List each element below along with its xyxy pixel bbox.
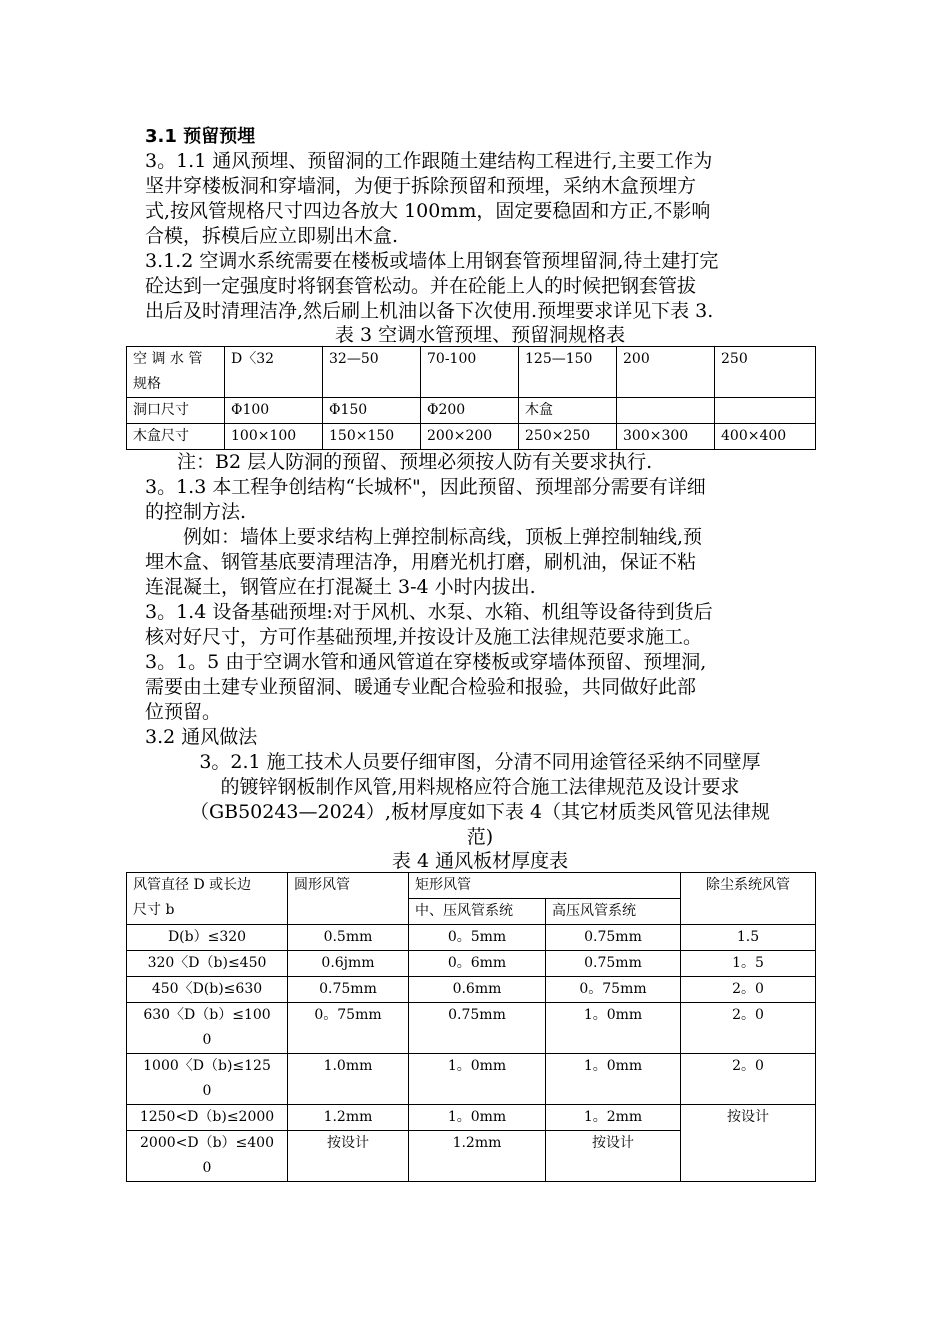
- header-cell-high: 高压风管系统: [546, 899, 681, 925]
- table-cell: 洞口尺寸: [127, 398, 225, 424]
- cell-round: 0.5mm: [288, 925, 409, 951]
- cell-mid: 0。6mm: [409, 951, 546, 977]
- text-line: 范): [466, 826, 494, 848]
- cell-dust: 按设计: [681, 1105, 816, 1182]
- paragraph-3-1-2: [145, 249, 815, 324]
- cell-dust: 2。0: [681, 1054, 816, 1105]
- cell-mid: 1。0mm: [409, 1054, 546, 1105]
- paragraph-example: [145, 525, 815, 600]
- text-line: 坚井穿楼板洞和穿墙洞，为便于拆除预留和预埋，采纳木盒预埋方: [145, 175, 697, 197]
- cell-round: 1.0mm: [288, 1054, 409, 1105]
- cell-round: 0.75mm: [288, 977, 409, 1003]
- cell-dimension: [127, 1003, 288, 1054]
- text-line: 3。1.1 通风预埋、预留洞的工作跟随土建结构工程进行,主要工作为: [145, 150, 713, 172]
- cell-line: 450〈D(b)≤630: [151, 981, 263, 997]
- cell-high: 0.75mm: [546, 951, 681, 977]
- text-line: 连混凝土，钢管应在打混凝土 3-4 小时内拔出.: [145, 576, 536, 598]
- paragraph-3-1-5: [145, 650, 815, 725]
- text-line: 式,按风管规格尺寸四边各放大 100mm，固定要稳固和方正,不影响: [145, 200, 711, 222]
- cell-line: 空 调 水 管: [133, 351, 203, 367]
- header-cell-rect: 矩形风管: [409, 873, 681, 899]
- cell-round: 1.2mm: [288, 1105, 409, 1131]
- cell-dimension: [127, 1105, 288, 1131]
- cell-line: D(b）≤320: [167, 929, 247, 945]
- document-page: [133, 124, 815, 1182]
- text-line: 砼达到一定强度时将钢套管松动。并在砼能上人的时候把钢套管拔: [145, 275, 697, 297]
- cell-mid: 0.6mm: [409, 977, 546, 1003]
- cell-high: 1。0mm: [546, 1054, 681, 1105]
- cell-dust: 1。5: [681, 951, 816, 977]
- cell-line: 630〈D（b）≤100: [143, 1007, 271, 1023]
- cell-mid: 0.75mm: [409, 1003, 546, 1054]
- text-line: 合模，拆模后应立即剔出木盒.: [145, 225, 399, 247]
- table-cell: 400×400: [715, 424, 816, 450]
- table-cell: 70-100: [421, 347, 519, 398]
- table-cell: 125—150: [519, 347, 617, 398]
- cell-dust: 2。0: [681, 1003, 816, 1054]
- table-4-caption: 表 4 通风板材厚度表: [391, 850, 569, 872]
- table-row: [127, 925, 816, 951]
- header-cell-dimension: [127, 873, 288, 925]
- cell-high: 0.75mm: [546, 925, 681, 951]
- table-row: [127, 347, 816, 398]
- cell-dimension: [127, 1131, 288, 1182]
- table-cell: 木盒尺寸: [127, 424, 225, 450]
- table-cell: 100×100: [225, 424, 323, 450]
- table-row: [127, 1105, 816, 1131]
- text-line: 核对好尺寸，方可作基础预埋,并按设计及施工法律规范要求施工。: [145, 626, 703, 648]
- text-line: 位预留。: [145, 701, 222, 723]
- cell-line: 0: [202, 1032, 212, 1048]
- cell-dust: 2。0: [681, 977, 816, 1003]
- paragraph-3-1-4: [145, 600, 815, 650]
- table-cell: 250: [715, 347, 816, 398]
- cell-round: 0。75mm: [288, 1003, 409, 1054]
- cell-dimension: [127, 1054, 288, 1105]
- paragraph-3-2-1: [145, 750, 815, 850]
- cell-high: 1。2mm: [546, 1105, 681, 1131]
- cell-line: 320〈D（b)≤450: [147, 955, 267, 971]
- table-cell: [127, 347, 225, 398]
- table-cell: [617, 398, 715, 424]
- table-cell: 32—50: [323, 347, 421, 398]
- header-cell-dust: 除尘系统风管: [681, 873, 816, 925]
- cell-high: 0。75mm: [546, 977, 681, 1003]
- table-4-body: [127, 925, 816, 1182]
- paragraph-3-1-3: [145, 475, 815, 525]
- table-cell: [715, 398, 816, 424]
- cell-high: 1。0mm: [546, 1003, 681, 1054]
- table-cell: 150×150: [323, 424, 421, 450]
- table-cell: Φ100: [225, 398, 323, 424]
- cell-high: 按设计: [546, 1131, 681, 1182]
- section-heading-3-2: 3.2 通风做法: [145, 726, 258, 748]
- table-cell: Φ150: [323, 398, 421, 424]
- text-line: 3.1.2 空调水系统需要在楼板或墙体上用钢套管预埋留洞,待土建打完: [145, 250, 719, 272]
- table-3: [126, 346, 816, 450]
- section-heading-3-1: 3.1 预留预埋: [145, 126, 256, 147]
- table-cell: 250×250: [519, 424, 617, 450]
- cell-line: 0: [202, 1160, 212, 1176]
- text-line: （GB50243—2024）,板材厚度如下表 4（其它材质类风管见法律规: [189, 801, 771, 823]
- cell-line: 规格: [133, 376, 161, 392]
- table-cell: 200×200: [421, 424, 519, 450]
- table-3-caption: 表 3 空调水管预埋、预留洞规格表: [334, 324, 626, 346]
- text-line: 3。1。5 由于空调水管和通风管道在穿楼板或穿墙体预留、预埋洞,: [145, 651, 707, 673]
- cell-line: 尺寸 b: [133, 902, 175, 918]
- header-cell-round: 圆形风管: [288, 873, 409, 925]
- table-cell: 木盒: [519, 398, 617, 424]
- text-line: 例如：墙体上要求结构上弹控制标高线，顶板上弹控制轴线,预: [183, 526, 703, 548]
- text-line: 的镀锌钢板制作风管,用料规格应符合施工法律规范及设计要求: [220, 776, 740, 798]
- cell-round: 0.6jmm: [288, 951, 409, 977]
- cell-mid: 1.2mm: [409, 1131, 546, 1182]
- cell-line: 0: [202, 1083, 212, 1099]
- cell-line: 1250<D（b)≤2000: [139, 1109, 275, 1125]
- text-line: 埋木盒、钢管基底要清理洁净，用磨光机打磨，刷机油，保证不粘: [145, 551, 697, 573]
- cell-mid: 0。5mm: [409, 925, 546, 951]
- text-line: 3。1.3 本工程争创结构“长城杯"，因此预留、预埋部分需要有详细: [145, 476, 706, 498]
- cell-line: 风管直径 D 或长边: [133, 877, 252, 893]
- cell-line: 1000〈D（b)≤125: [143, 1058, 271, 1074]
- cell-dust: 1.5: [681, 925, 816, 951]
- table-row: [127, 398, 816, 424]
- paragraph-3-1-1: [145, 149, 815, 249]
- table-cell: 200: [617, 347, 715, 398]
- cell-dimension: [127, 925, 288, 951]
- table-cell: Φ200: [421, 398, 519, 424]
- note: 注：B2 层人防洞的预留、预埋必须按人防有关要求执行.: [177, 451, 653, 473]
- table-cell: D〈32: [225, 347, 323, 398]
- table-cell: 300×300: [617, 424, 715, 450]
- text-line: 3。2.1 施工技术人员要仔细审图，分清不同用途管径采纳不同壁厚: [199, 751, 761, 773]
- text-line: 的控制方法.: [145, 501, 247, 523]
- cell-dimension: [127, 977, 288, 1003]
- table-header-row: [127, 873, 816, 899]
- table-row: [127, 977, 816, 1003]
- cell-mid: 1。0mm: [409, 1105, 546, 1131]
- table-row: [127, 424, 816, 450]
- cell-dimension: [127, 951, 288, 977]
- cell-round: 按设计: [288, 1131, 409, 1182]
- text-line: 需要由土建专业预留洞、暖通专业配合检验和报验，共同做好此部: [145, 676, 697, 698]
- cell-line: 2000<D（b）≤400: [140, 1135, 274, 1151]
- text-line: 3。1.4 设备基础预埋:对于风机、水泵、水箱、机组等设备待到货后: [145, 601, 713, 623]
- table-row: [127, 1054, 816, 1105]
- table-row: [127, 1003, 816, 1054]
- header-cell-mid: 中、压风管系统: [409, 899, 546, 925]
- table-row: [127, 951, 816, 977]
- text-line: 出后及时清理洁净,然后刷上机油以备下次使用.预埋要求详见下表 3.: [145, 300, 714, 322]
- table-4: [126, 872, 816, 1182]
